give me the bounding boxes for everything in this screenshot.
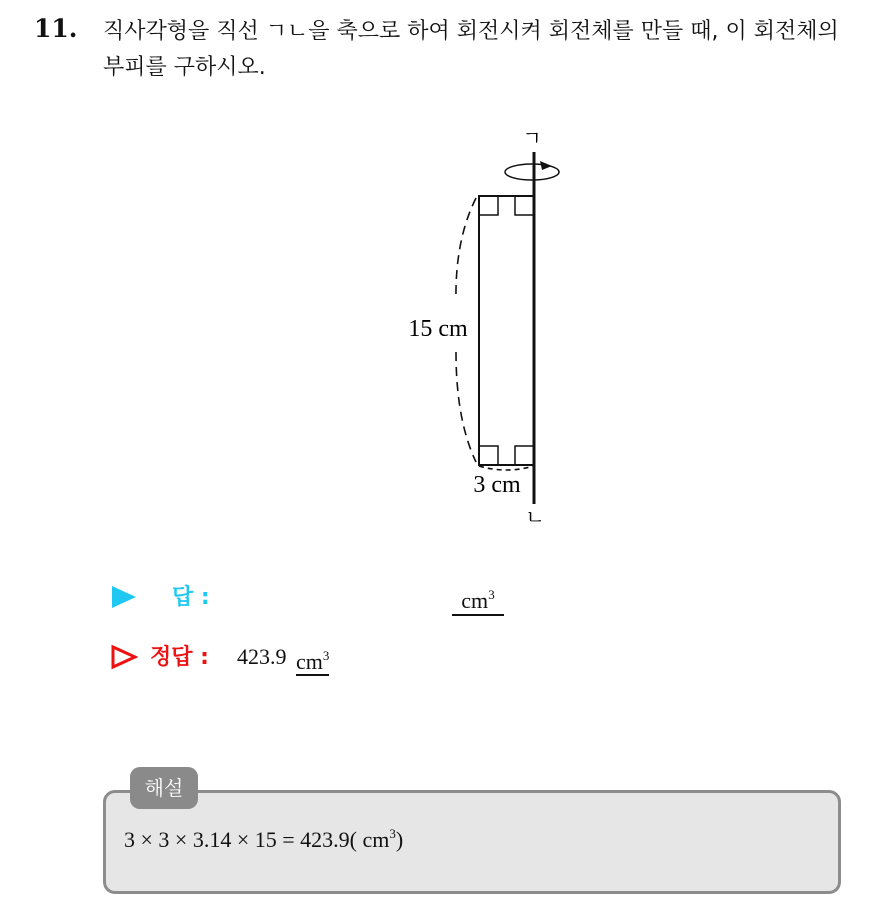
formula-end: ) (395, 827, 404, 852)
right-angle-mark-tr (515, 196, 534, 215)
correct-unit-text: cm (296, 649, 323, 674)
right-angle-mark-tl (479, 196, 498, 215)
width-label: 3 cm (473, 472, 521, 498)
axis-label-bottom: ㄴ (525, 507, 545, 529)
axis-label-top: ㄱ (522, 128, 542, 150)
play-triangle-icon (110, 584, 138, 610)
formula-text: 3 × 3 × 3.14 × 15 = 423.9( cm (124, 827, 390, 852)
outline-triangle-icon (110, 644, 138, 670)
question-text: 직사각형을 직선 ㄱㄴ을 축으로 하여 회전시켜 회전체를 만들 때, 이 회전체의 부피를 구하시오. (103, 19, 839, 80)
height-label: 15 cm (408, 316, 468, 342)
correct-answer-label: 정답 : (150, 645, 209, 670)
rectangle (479, 196, 534, 465)
right-angle-mark-br (515, 446, 534, 465)
right-angle-mark-bl (479, 446, 498, 465)
height-brace (456, 198, 476, 300)
correct-unit-exponent: 3 (322, 648, 330, 663)
width-brace (479, 466, 534, 470)
answer-unit-exponent: 3 (488, 587, 495, 602)
height-brace-lower (456, 352, 476, 462)
correct-answer-value: 423.9 (237, 644, 287, 669)
explanation-formula (124, 826, 403, 853)
answer-unit[interactable] (452, 582, 504, 616)
answer-label: 답 : (172, 585, 210, 610)
formula-exponent: 3 (389, 826, 396, 841)
explanation-tab: 해설 (130, 767, 198, 809)
answer-unit-text: cm (461, 588, 489, 613)
correct-answer-unit (296, 644, 329, 676)
arrowhead-icon (540, 161, 552, 170)
question-number: 11. (34, 14, 78, 43)
